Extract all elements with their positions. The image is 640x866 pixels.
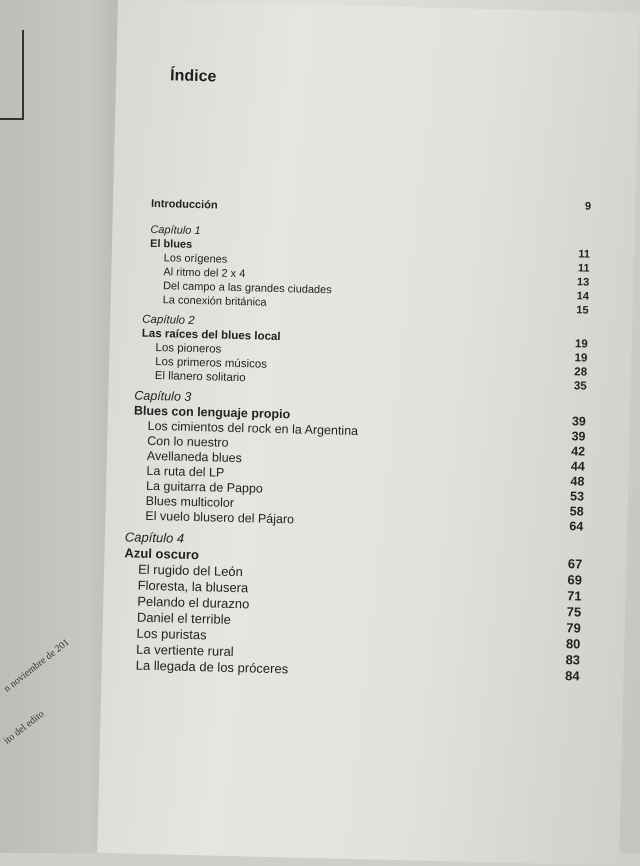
toc-entry-label: Azul oscuro [124, 545, 200, 563]
toc-entry: La ruta del LP 48 [146, 463, 585, 489]
toc-entry-label: Introducción [150, 197, 218, 212]
toc-entry-label: Blues con lenguaje propio [133, 403, 291, 422]
chapter-block [141, 313, 589, 394]
toc-entry: Los cimientos del rock en la Argentina 39 [147, 418, 586, 444]
toc-entry: Con lo nuestro 42 [147, 433, 586, 459]
toc-entry: Al ritmo del 2 x 4 13 [163, 266, 590, 289]
toc-entry-intro [151, 197, 591, 222]
toc-entry-label: Las raíces del blues local [141, 327, 281, 344]
chapter-block [131, 389, 586, 535]
toc-entry-page: 39 [571, 414, 587, 429]
chapter-block [149, 223, 591, 318]
chapter-heading: Capítulo 3 [134, 388, 192, 404]
table-of-contents [124, 197, 592, 685]
book-page [97, 0, 640, 865]
toc-entry: Del campo a las grandes ciudades 14 [162, 280, 590, 303]
toc-entry: Los puristas 80 [136, 625, 581, 652]
chapter-block [122, 529, 583, 684]
toc-entry: Floresta, la blusera 71 [137, 577, 582, 604]
toc-entry: El vuelo blusero del Pájaro 64 [145, 508, 584, 534]
toc-entry: Los pioneros 19 [155, 342, 588, 365]
toc-entry-page: 19 [574, 338, 588, 351]
toc-entry: Los primeros músicos 28 [155, 356, 588, 379]
left-page-fragment: n noviembre de 201 [2, 636, 72, 695]
toc-entry-page: 11 [578, 248, 591, 261]
toc-entry: La vertiente rural 83 [135, 641, 581, 668]
toc-entry: La guitarra de Pappo 53 [145, 478, 585, 504]
toc-entry: Avellaneda blues 44 [146, 448, 585, 474]
toc-entry-page: 9 [584, 200, 592, 213]
left-page-bracket [0, 30, 24, 120]
chapter-heading: Capítulo 4 [124, 529, 185, 546]
toc-entry: La conexión británica 15 [162, 294, 589, 317]
toc-entry: La llegada de los próceres 84 [135, 657, 580, 684]
toc-entry: El rugido del León 69 [137, 561, 583, 588]
page-title: Índice [169, 67, 217, 86]
chapter-heading: Capítulo 2 [142, 313, 195, 327]
toc-entry-page: 67 [567, 556, 583, 572]
toc-entry-label: El blues [149, 237, 193, 251]
chapter-heading: Capítulo 1 [150, 223, 201, 238]
toc-entry: Pelando el durazno 75 [137, 593, 582, 620]
toc-entry: Daniel el terrible 79 [136, 609, 581, 636]
toc-entry: Blues multicolor 58 [145, 493, 584, 519]
toc-entry: El llanero solitario 35 [154, 370, 587, 393]
left-page-fragment: ito del edito [2, 708, 47, 747]
toc-entry: Los orígenes 11 [163, 252, 590, 275]
